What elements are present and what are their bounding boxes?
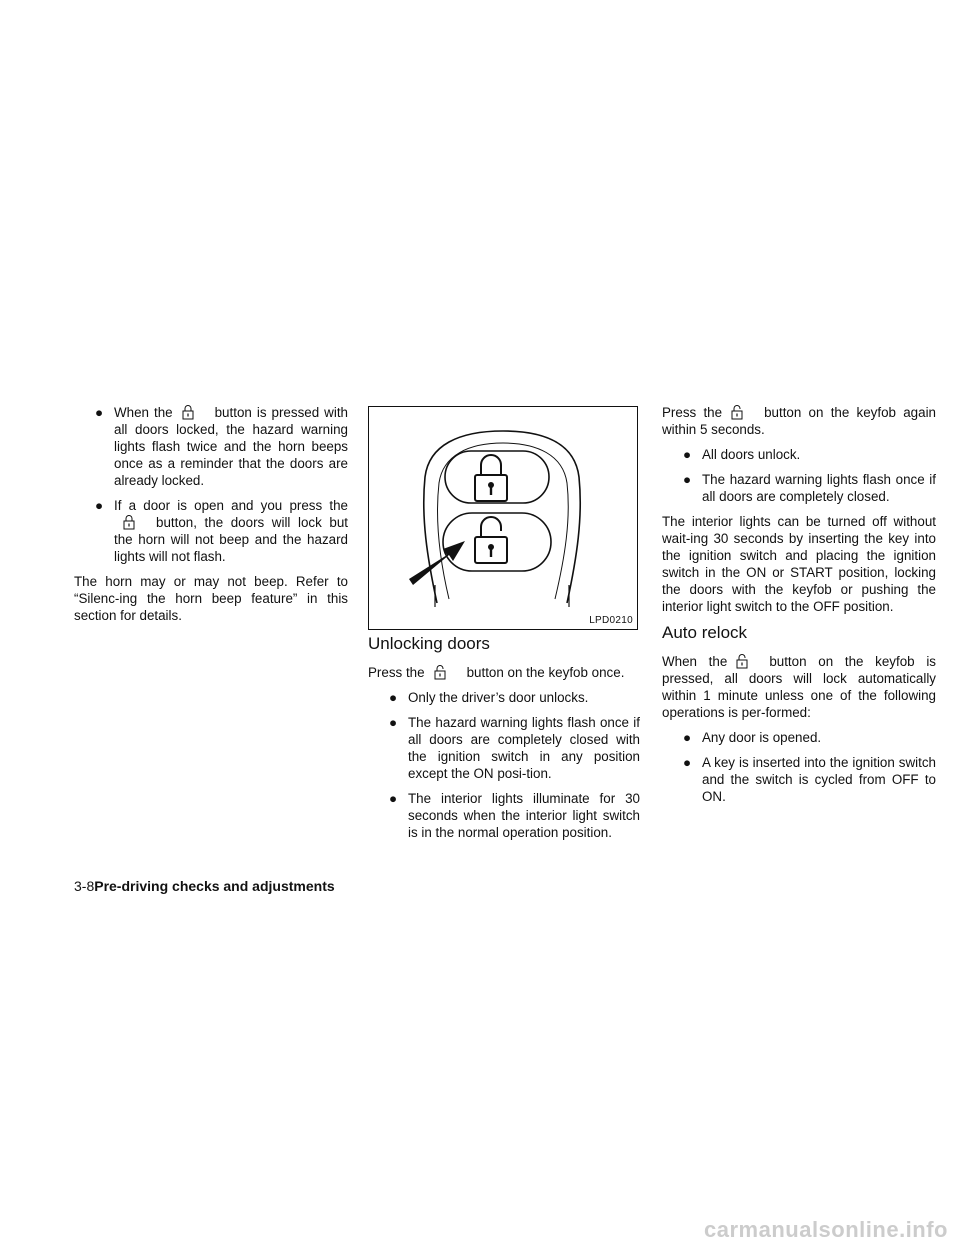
auto-relock-heading: Auto relock [662, 623, 748, 642]
bullet: ● [389, 715, 398, 730]
bullet: ● [683, 472, 692, 487]
bullet: ● [95, 405, 104, 420]
section-title: Pre-driving checks and adjustments [94, 878, 335, 894]
auto-relock-text: When the button on the keyfob is pressed, all doors will lock automatically within 1 minute unless one of the following operations is per-formed: [662, 654, 936, 720]
bullet: ● [683, 447, 692, 462]
horn-note: The horn may or may not beep. Refer to “Silenc-ing the horn beep feature” in this section for details. [74, 574, 348, 623]
unlock-icon [433, 664, 447, 680]
arrow-icon [409, 541, 465, 585]
bullet: ● [683, 755, 692, 770]
unlock-again-instruction: Press the button on the keyfob again within 5 seconds. [662, 405, 936, 437]
unlock-icon [735, 653, 749, 669]
page-number: 3-8 [74, 878, 95, 894]
bullet: ● [389, 690, 398, 705]
figure-label: LPD0210 [589, 615, 633, 626]
interior-lights-note: The interior lights can be turned off without wait-ing 30 seconds by inserting the key into the ignition switch and placing the ignition switch in the ON or START position, locking the doors with the keyfob or pushing the interior light switch to the OFF position. [662, 514, 936, 614]
list-item: ● If a door is open and you press the button, the doors will lock but the horn will not beep and the hazard lights will not flash. [95, 498, 348, 564]
lock-icon [122, 514, 136, 530]
middle-column [368, 634, 640, 849]
list-item: ● A key is inserted into the ignition switch and the switch is cycled from OFF to ON. [683, 755, 936, 804]
list-item: ● The hazard warning lights flash once if all doors are completely closed. [683, 472, 936, 504]
list-item: ● When the button is pressed with all doors locked, the hazard warning lights flash twice and the horn beeps once as a reminder that the doors are already locked. [95, 405, 348, 488]
bullet: ● [95, 498, 104, 513]
list-item: ● Any door is opened. [683, 730, 822, 745]
unlock-icon [730, 404, 744, 420]
page-footer [74, 878, 335, 895]
list-item: ● All doors unlock. [683, 447, 801, 462]
left-column [74, 404, 348, 632]
unlock-instruction: Press the button on the keyfob once. [368, 665, 625, 680]
keyfob-figure [368, 406, 638, 630]
list-item: ● The hazard warning lights flash once if all doors are completely closed with the ignition switch in any position except the ON posi-tion. [389, 715, 640, 781]
bullet: ● [389, 791, 398, 806]
lock-icon [181, 404, 195, 420]
watermark: carmanualsonline.info [704, 1217, 948, 1242]
right-column [662, 404, 936, 813]
bullet: ● [683, 730, 692, 745]
unlocking-doors-heading: Unlocking doors [368, 634, 490, 653]
list-item: ● Only the driver’s door unlocks. [389, 690, 589, 705]
keyfob-illustration [369, 407, 638, 630]
list-item: ● The interior lights illuminate for 30 seconds when the interior light switch is in the normal operation position. [389, 791, 640, 840]
